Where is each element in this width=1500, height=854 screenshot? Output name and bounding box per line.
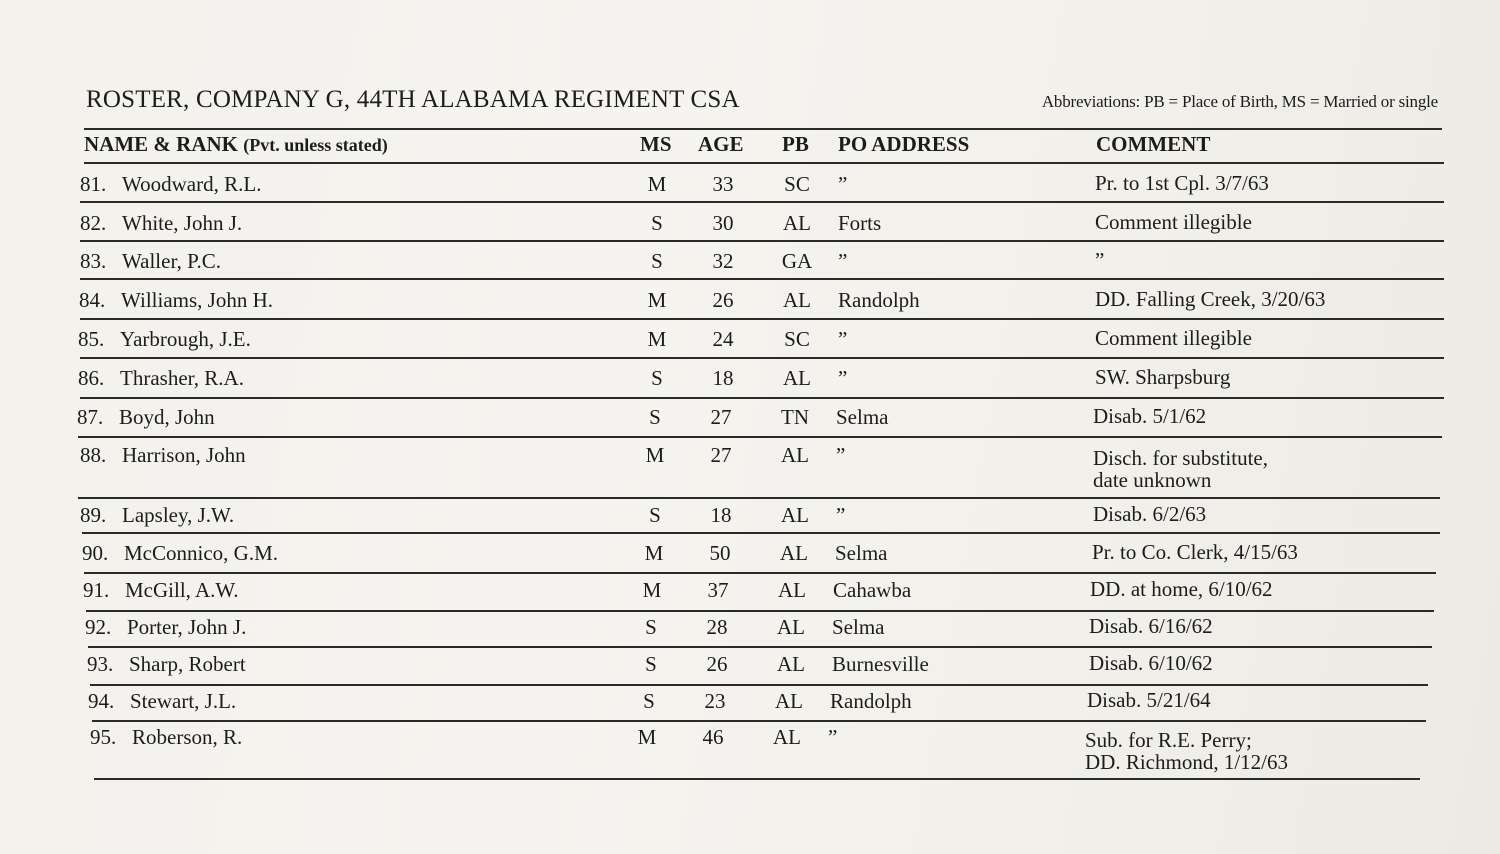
row-divider: [80, 240, 1444, 242]
cell-pb: AL: [780, 541, 808, 565]
cell-po: ”: [838, 366, 848, 390]
cell-comment: [1092, 541, 1298, 563]
cell-ms: S: [643, 689, 655, 713]
row-divider: [94, 778, 1420, 780]
comment-line: Pr. to 1st Cpl. 3/7/63: [1095, 171, 1269, 195]
row-divider: [84, 572, 1436, 574]
cell-po: Randolph: [838, 288, 920, 312]
row-divider: [90, 684, 1428, 686]
column-header-name: [84, 132, 388, 157]
cell-num: 81.: [80, 172, 107, 196]
cell-ms: S: [645, 615, 657, 639]
cell-ms: M: [647, 172, 667, 196]
cell-pb: AL: [783, 211, 811, 235]
cell-po: Burnesville: [832, 652, 929, 676]
cell-age: 30: [712, 211, 734, 235]
cell-age: 27: [710, 443, 732, 467]
cell-name: Yarbrough, J.E.: [120, 327, 251, 351]
row-divider: [80, 397, 1444, 399]
cell-pb: AL: [777, 652, 805, 676]
cell-age: 26: [712, 288, 734, 312]
cell-comment: [1095, 366, 1230, 388]
comment-line: Disab. 6/16/62: [1089, 614, 1213, 638]
cell-po: Randolph: [830, 689, 912, 713]
cell-num: 90.: [82, 541, 109, 565]
comment-line: Disch. for substitute,: [1093, 446, 1268, 470]
comment-line: Disab. 6/2/63: [1093, 502, 1207, 526]
cell-pb: AL: [783, 288, 811, 312]
abbreviations-note: Abbreviations: PB = Place of Birth, MS = Married or single: [1041, 92, 1438, 111]
cell-ms: S: [649, 405, 661, 429]
cell-ms: S: [651, 249, 663, 273]
page-title: ROSTER, COMPANY G, 44TH ALABAMA REGIMENT CSA: [86, 86, 740, 113]
cell-name: Waller, P.C.: [122, 249, 221, 273]
cell-age: 50: [709, 541, 731, 565]
row-divider: [80, 357, 1444, 359]
cell-ms: S: [651, 366, 663, 390]
comment-line: Disab. 5/1/62: [1093, 404, 1207, 428]
cell-num: 85.: [78, 327, 105, 351]
cell-comment: [1095, 172, 1269, 194]
cell-name: Stewart, J.L.: [130, 689, 237, 713]
row-divider: [88, 646, 1432, 648]
cell-num: 89.: [80, 503, 107, 527]
row-divider: [80, 201, 1444, 203]
header-bottom-rule: [84, 162, 1444, 164]
cell-pb: AL: [783, 366, 811, 390]
cell-pb: TN: [781, 405, 809, 429]
cell-age: 18: [712, 366, 734, 390]
comment-line: Comment illegible: [1095, 326, 1252, 350]
cell-age: 46: [702, 725, 724, 749]
cell-name: Thrasher, R.A.: [120, 366, 244, 390]
cell-ms: S: [651, 211, 663, 235]
cell-num: 84.: [79, 288, 106, 312]
cell-num: 87.: [77, 405, 104, 429]
cell-age: 37: [707, 578, 729, 602]
column-header-ms: MS: [640, 132, 672, 156]
cell-comment: [1093, 443, 1268, 491]
cell-num: 82.: [80, 211, 107, 235]
cell-name: Harrison, John: [122, 443, 246, 467]
cell-po: ”: [838, 172, 848, 196]
cell-comment: [1093, 405, 1206, 427]
cell-name: McConnico, G.M.: [124, 541, 278, 565]
comment-line: SW. Sharpsburg: [1095, 365, 1231, 389]
comment-line: Disab. 6/10/62: [1089, 651, 1213, 675]
cell-comment: [1093, 503, 1206, 525]
cell-po: Selma: [832, 615, 885, 639]
row-divider: [78, 436, 1442, 438]
row-divider: [80, 318, 1444, 320]
cell-comment: [1089, 652, 1213, 674]
header-top-rule: [84, 128, 1442, 130]
comment-line: Pr. to Co. Clerk, 4/15/63: [1092, 540, 1298, 564]
cell-name: Boyd, John: [119, 405, 215, 429]
cell-po: Selma: [835, 541, 888, 565]
cell-age: 23: [704, 689, 726, 713]
cell-pb: AL: [781, 503, 809, 527]
row-divider: [82, 532, 1440, 534]
cell-name: McGill, A.W.: [125, 578, 239, 602]
cell-ms: M: [644, 541, 664, 565]
cell-num: 94.: [88, 689, 115, 713]
cell-pb: AL: [777, 615, 805, 639]
cell-age: 28: [706, 615, 728, 639]
cell-comment: [1095, 288, 1325, 310]
row-divider: [86, 610, 1434, 612]
cell-name: White, John J.: [122, 211, 243, 235]
cell-comment: [1095, 249, 1104, 271]
column-header-po-address: PO ADDRESS: [838, 132, 970, 156]
cell-name: Lapsley, J.W.: [122, 503, 235, 527]
comment-line: DD. Richmond, 1/12/63: [1085, 750, 1288, 774]
cell-comment: [1089, 615, 1213, 637]
cell-name: Porter, John J.: [127, 615, 247, 639]
cell-po: ”: [838, 249, 848, 273]
cell-po: ”: [828, 725, 838, 749]
cell-pb: AL: [778, 578, 806, 602]
cell-po: ”: [838, 327, 848, 351]
cell-comment: [1087, 689, 1211, 711]
cell-num: 95.: [90, 725, 117, 749]
cell-name: Roberson, R.: [132, 725, 243, 749]
cell-num: 92.: [85, 615, 112, 639]
cell-po: Forts: [838, 211, 882, 235]
cell-pb: SC: [784, 327, 810, 351]
cell-ms: M: [647, 327, 667, 351]
cell-age: 27: [710, 405, 732, 429]
row-divider: [80, 278, 1444, 280]
comment-line: Comment illegible: [1095, 210, 1252, 234]
cell-age: 33: [712, 172, 734, 196]
comment-line: Disab. 5/21/64: [1087, 688, 1211, 712]
cell-name: Woodward, R.L.: [122, 172, 262, 196]
comment-line: DD. at home, 6/10/62: [1090, 577, 1273, 601]
cell-po: ”: [836, 503, 846, 527]
cell-age: 18: [710, 503, 732, 527]
cell-po: Selma: [836, 405, 889, 429]
comment-line: DD. Falling Creek, 3/20/63: [1095, 287, 1326, 311]
cell-name: Williams, John H.: [121, 288, 273, 312]
cell-num: 83.: [80, 249, 107, 273]
cell-age: 32: [712, 249, 734, 273]
comment-line: Sub. for R.E. Perry;: [1085, 728, 1252, 752]
column-header-pb: PB: [782, 132, 809, 156]
cell-num: 93.: [87, 652, 114, 676]
cell-ms: M: [645, 443, 665, 467]
cell-age: 24: [712, 327, 734, 351]
cell-po: ”: [836, 443, 846, 467]
cell-name: Sharp, Robert: [129, 652, 246, 676]
cell-num: 86.: [78, 366, 105, 390]
cell-ms: S: [649, 503, 661, 527]
cell-pb: AL: [781, 443, 809, 467]
cell-ms: S: [645, 652, 657, 676]
comment-line: ”: [1095, 248, 1105, 272]
cell-pb: GA: [781, 249, 813, 273]
cell-comment: [1085, 725, 1288, 773]
cell-num: 91.: [83, 578, 110, 602]
column-header-comment: COMMENT: [1096, 132, 1211, 156]
column-header-name-note: (Pvt. unless stated): [243, 135, 388, 155]
row-divider: [92, 720, 1426, 722]
cell-pb: AL: [775, 689, 803, 713]
cell-pb: SC: [784, 172, 810, 196]
cell-comment: [1095, 327, 1252, 349]
cell-ms: M: [647, 288, 667, 312]
column-header-age: AGE: [698, 132, 744, 156]
cell-num: 88.: [80, 443, 107, 467]
cell-comment: [1090, 578, 1273, 600]
column-header-name-main: NAME & RANK: [84, 132, 238, 156]
row-divider: [78, 497, 1440, 499]
cell-ms: M: [637, 725, 657, 749]
cell-age: 26: [706, 652, 728, 676]
cell-ms: M: [642, 578, 662, 602]
comment-line: date unknown: [1093, 468, 1212, 492]
cell-comment: [1095, 211, 1252, 233]
cell-pb: AL: [773, 725, 801, 749]
cell-po: Cahawba: [833, 578, 912, 602]
